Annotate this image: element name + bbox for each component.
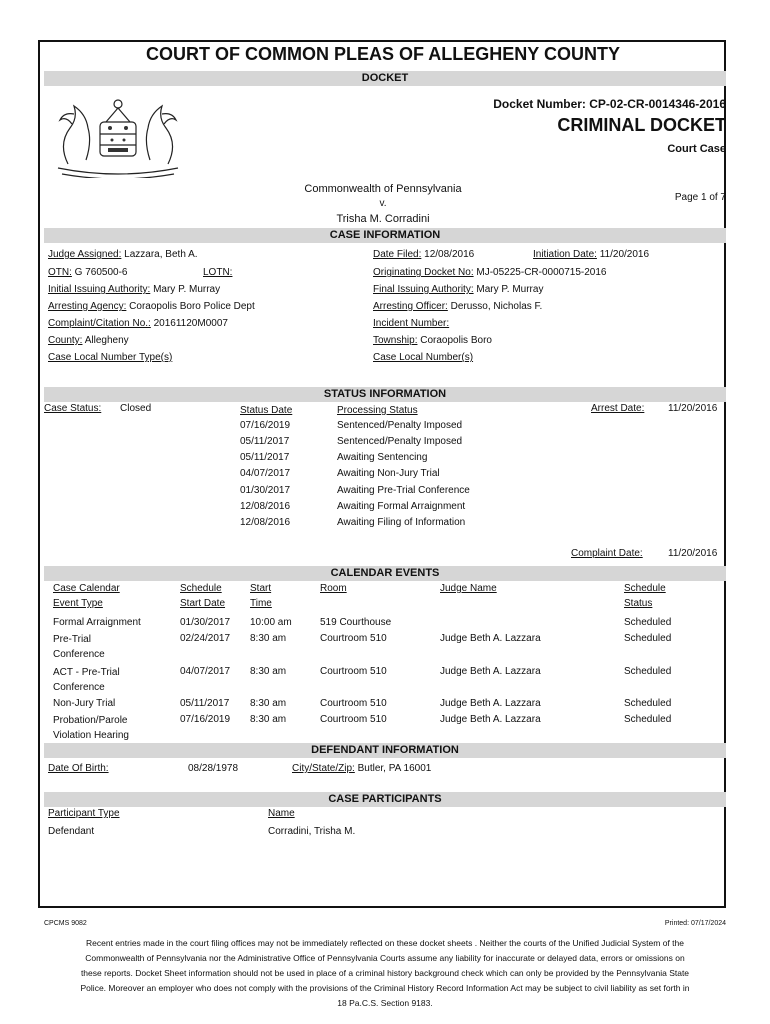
- arrest-date-value: 11/20/2016: [668, 403, 718, 414]
- cal-event-cont: Violation Hearing: [53, 730, 129, 741]
- cal-header-room: Room: [320, 583, 347, 594]
- status-row-status: Awaiting Sentencing: [337, 452, 428, 463]
- arrest-date-label: Arrest Date:: [591, 403, 645, 414]
- processing-status-header: Processing Status: [337, 405, 418, 416]
- status-row-status: Sentenced/Penalty Imposed: [337, 420, 463, 431]
- lotn-label: LOTN:: [203, 267, 233, 278]
- docket-number: Docket Number: CP-02-CR-0014346-2016: [493, 97, 726, 111]
- cal-time: 8:30 am: [250, 698, 287, 709]
- status-row-date: 04/07/2017: [240, 468, 291, 479]
- printed-date: Printed: 07/17/2024: [664, 920, 726, 927]
- status-row-date: 12/08/2016: [240, 517, 291, 528]
- disclaimer: Recent entries made in the court filing offices may not be immediately reflected on these docket sheets . Neither the courts of the Unified Judicial System of the Commonwealth of Pennsylvania nor the Administrative Office of Pennsylvania Courts assume any liability for inaccurate or delayed data, errors or omissions on these reports. Docket Sheet information should not be used in place of a criminal history background check which can only be provided by the Pennsylvania State Police. Moreover an employer who does not comply with the provisions of the Criminal History Record Information Act may be subject to civil liability as set forth in 18 Pa.C.S. Section 9183.: [80, 938, 690, 1008]
- judge-assigned-label: Judge Assigned:: [48, 249, 122, 260]
- initiation-date-label: Initiation Date:: [533, 249, 597, 260]
- page-number: Page 1 of 7: [674, 192, 726, 203]
- township-label: Township:: [373, 335, 418, 346]
- status-row-date: 05/11/2017: [240, 436, 290, 447]
- cal-room: Courtroom 510: [320, 698, 387, 709]
- arresting-agency: [48, 301, 255, 312]
- otn: [48, 267, 128, 278]
- status-row-status: Awaiting Pre-Trial Conference: [337, 485, 470, 496]
- calendar-events-bar: CALENDAR EVENTS: [44, 566, 726, 581]
- cal-time: 8:30 am: [250, 714, 287, 725]
- cal-time: 10:00 am: [250, 617, 292, 628]
- participant-name-value: Corradini, Trisha M.: [268, 826, 356, 837]
- initial-issuing-authority-value: Mary P. Murray: [153, 284, 221, 295]
- cal-event: Probation/Parole: [53, 715, 128, 726]
- complaint-date-value: 11/20/2016: [668, 548, 718, 559]
- cal-event: ACT - Pre-Trial: [53, 667, 120, 678]
- date-filed-value: 12/08/2016: [424, 249, 475, 260]
- cal-header-start-1: Start: [250, 583, 272, 594]
- status-row-status: Awaiting Formal Arraignment: [337, 501, 466, 512]
- defendant-information-bar: DEFENDANT INFORMATION: [44, 743, 726, 758]
- final-issuing-authority-label: Final Issuing Authority:: [373, 284, 474, 295]
- cal-event: Formal Arraignment: [53, 617, 141, 628]
- township: [373, 335, 492, 346]
- cal-date: 05/11/2017: [180, 698, 230, 709]
- otn-value: G 760500-6: [74, 267, 128, 278]
- cal-event-cont: Conference: [53, 649, 105, 660]
- caption-line-3: Trisha M. Corradini: [336, 213, 430, 225]
- arresting-officer: [373, 301, 542, 312]
- complaint-citation: [48, 318, 228, 329]
- dob-label: Date Of Birth:: [48, 763, 109, 774]
- incident-number-label: Incident Number:: [373, 318, 450, 329]
- cal-time: 8:30 am: [250, 633, 287, 644]
- case-kind: Court Case: [667, 143, 726, 155]
- cal-event: Non-Jury Trial: [53, 698, 116, 709]
- complaint-date-label: Complaint Date:: [571, 548, 643, 559]
- cal-status: Scheduled: [624, 633, 672, 644]
- cal-date: 04/07/2017: [180, 666, 231, 677]
- cal-status: Scheduled: [624, 714, 672, 725]
- initial-issuing-authority: [48, 284, 220, 295]
- cal-date: 07/16/2019: [180, 714, 231, 725]
- initial-issuing-authority-label: Initial Issuing Authority:: [48, 284, 151, 295]
- cal-header-start-2: Time: [250, 598, 272, 609]
- docket-bar: DOCKET: [44, 71, 726, 86]
- complaint-citation-value: 20161120M0007: [153, 318, 228, 329]
- originating-docket-value: MJ-05225-CR-0000715-2016: [476, 267, 607, 278]
- cal-room: 519 Courthouse: [320, 617, 392, 628]
- city-state-zip-label: City/State/Zip:: [292, 763, 355, 774]
- cal-header-status-2: Status: [624, 598, 653, 609]
- originating-docket-label: Originating Docket No:: [373, 267, 474, 278]
- final-issuing-authority: [373, 284, 543, 295]
- judge-assigned-value: Lazzara, Beth A.: [124, 249, 198, 260]
- status-row-status: Awaiting Non-Jury Trial: [337, 468, 440, 479]
- final-issuing-authority-value: Mary P. Murray: [476, 284, 544, 295]
- status-date-header: Status Date: [240, 405, 293, 416]
- county-label: County:: [48, 335, 83, 346]
- case-local-numbers-label: Case Local Number(s): [373, 352, 474, 363]
- status-row-date: 12/08/2016: [240, 501, 291, 512]
- initiation-date-value: 11/20/2016: [599, 249, 650, 260]
- caption-line-1: Commonwealth of Pennsylvania: [304, 183, 462, 195]
- cal-header-event-1: Case Calendar: [53, 583, 120, 594]
- city-state-zip-value: Butler, PA 16001: [357, 763, 432, 774]
- cal-event-cont: Conference: [53, 682, 105, 693]
- cal-event: Pre-Trial: [53, 634, 91, 645]
- city-state-zip: [292, 763, 431, 774]
- participant-type-value: Defendant: [48, 826, 95, 837]
- cal-header-status-1: Schedule: [624, 583, 666, 594]
- cal-status: Scheduled: [624, 617, 672, 628]
- case-status-value: Closed: [120, 403, 152, 414]
- arresting-officer-value: Derusso, Nicholas F.: [450, 301, 543, 312]
- arresting-officer-label: Arresting Officer:: [373, 301, 448, 312]
- status-row-date: 01/30/2017: [240, 485, 291, 496]
- cal-status: Scheduled: [624, 666, 672, 677]
- cal-header-judge: Judge Name: [440, 583, 497, 594]
- cal-header-schedule-1: Schedule: [180, 583, 222, 594]
- status-information-bar: STATUS INFORMATION: [44, 387, 726, 402]
- cal-judge: Judge Beth A. Lazzara: [440, 666, 541, 677]
- cal-date: 02/24/2017: [180, 633, 231, 644]
- case-status-label: Case Status:: [44, 403, 102, 414]
- cal-judge: Judge Beth A. Lazzara: [440, 633, 541, 644]
- cal-judge: Judge Beth A. Lazzara: [440, 714, 541, 725]
- cal-header-event-2: Event Type: [53, 598, 103, 609]
- date-filed: [373, 249, 474, 260]
- cal-room: Courtroom 510: [320, 714, 387, 725]
- originating-docket: [373, 267, 606, 278]
- judge-assigned: [48, 249, 198, 260]
- pennsylvania-seal-icon: [48, 94, 188, 178]
- otn-label: OTN:: [48, 267, 72, 278]
- status-row-date: 05/11/2017: [240, 452, 290, 463]
- arresting-agency-label: Arresting Agency:: [48, 301, 127, 312]
- township-value: Coraopolis Boro: [420, 335, 492, 346]
- complaint-citation-label: Complaint/Citation No.:: [48, 318, 151, 329]
- case-status: [44, 403, 151, 414]
- status-row-status: Sentenced/Penalty Imposed: [337, 436, 463, 447]
- county-value: Allegheny: [84, 335, 129, 346]
- case-local-number-type-label: Case Local Number Type(s): [48, 352, 173, 363]
- arresting-agency-value: Coraopolis Boro Police Dept: [129, 301, 255, 312]
- date-filed-label: Date Filed:: [373, 249, 422, 260]
- court-title: COURT OF COMMON PLEAS OF ALLEGHENY COUNTY: [145, 44, 620, 64]
- cal-status: Scheduled: [624, 698, 672, 709]
- docket-type: CRIMINAL DOCKET: [557, 115, 726, 135]
- case-information-bar: CASE INFORMATION: [44, 228, 726, 243]
- cal-time: 8:30 am: [250, 666, 287, 677]
- county: [48, 335, 129, 346]
- status-row-date: 07/16/2019: [240, 420, 291, 431]
- initiation-date: [533, 249, 649, 260]
- cal-room: Courtroom 510: [320, 666, 387, 677]
- cal-date: 01/30/2017: [180, 617, 231, 628]
- caption-line-2: v.: [379, 198, 387, 209]
- participant-type-header: Participant Type: [48, 808, 120, 819]
- status-row-status: Awaiting Filing of Information: [337, 517, 466, 528]
- cal-room: Courtroom 510: [320, 633, 387, 644]
- dob-value: 08/28/1978: [188, 763, 239, 774]
- participant-name-header: Name: [268, 808, 295, 819]
- form-code: CPCMS 9082: [44, 920, 87, 927]
- case-participants-bar: CASE PARTICIPANTS: [44, 792, 726, 807]
- cal-header-schedule-2: Start Date: [180, 598, 226, 609]
- cal-judge: Judge Beth A. Lazzara: [440, 698, 541, 709]
